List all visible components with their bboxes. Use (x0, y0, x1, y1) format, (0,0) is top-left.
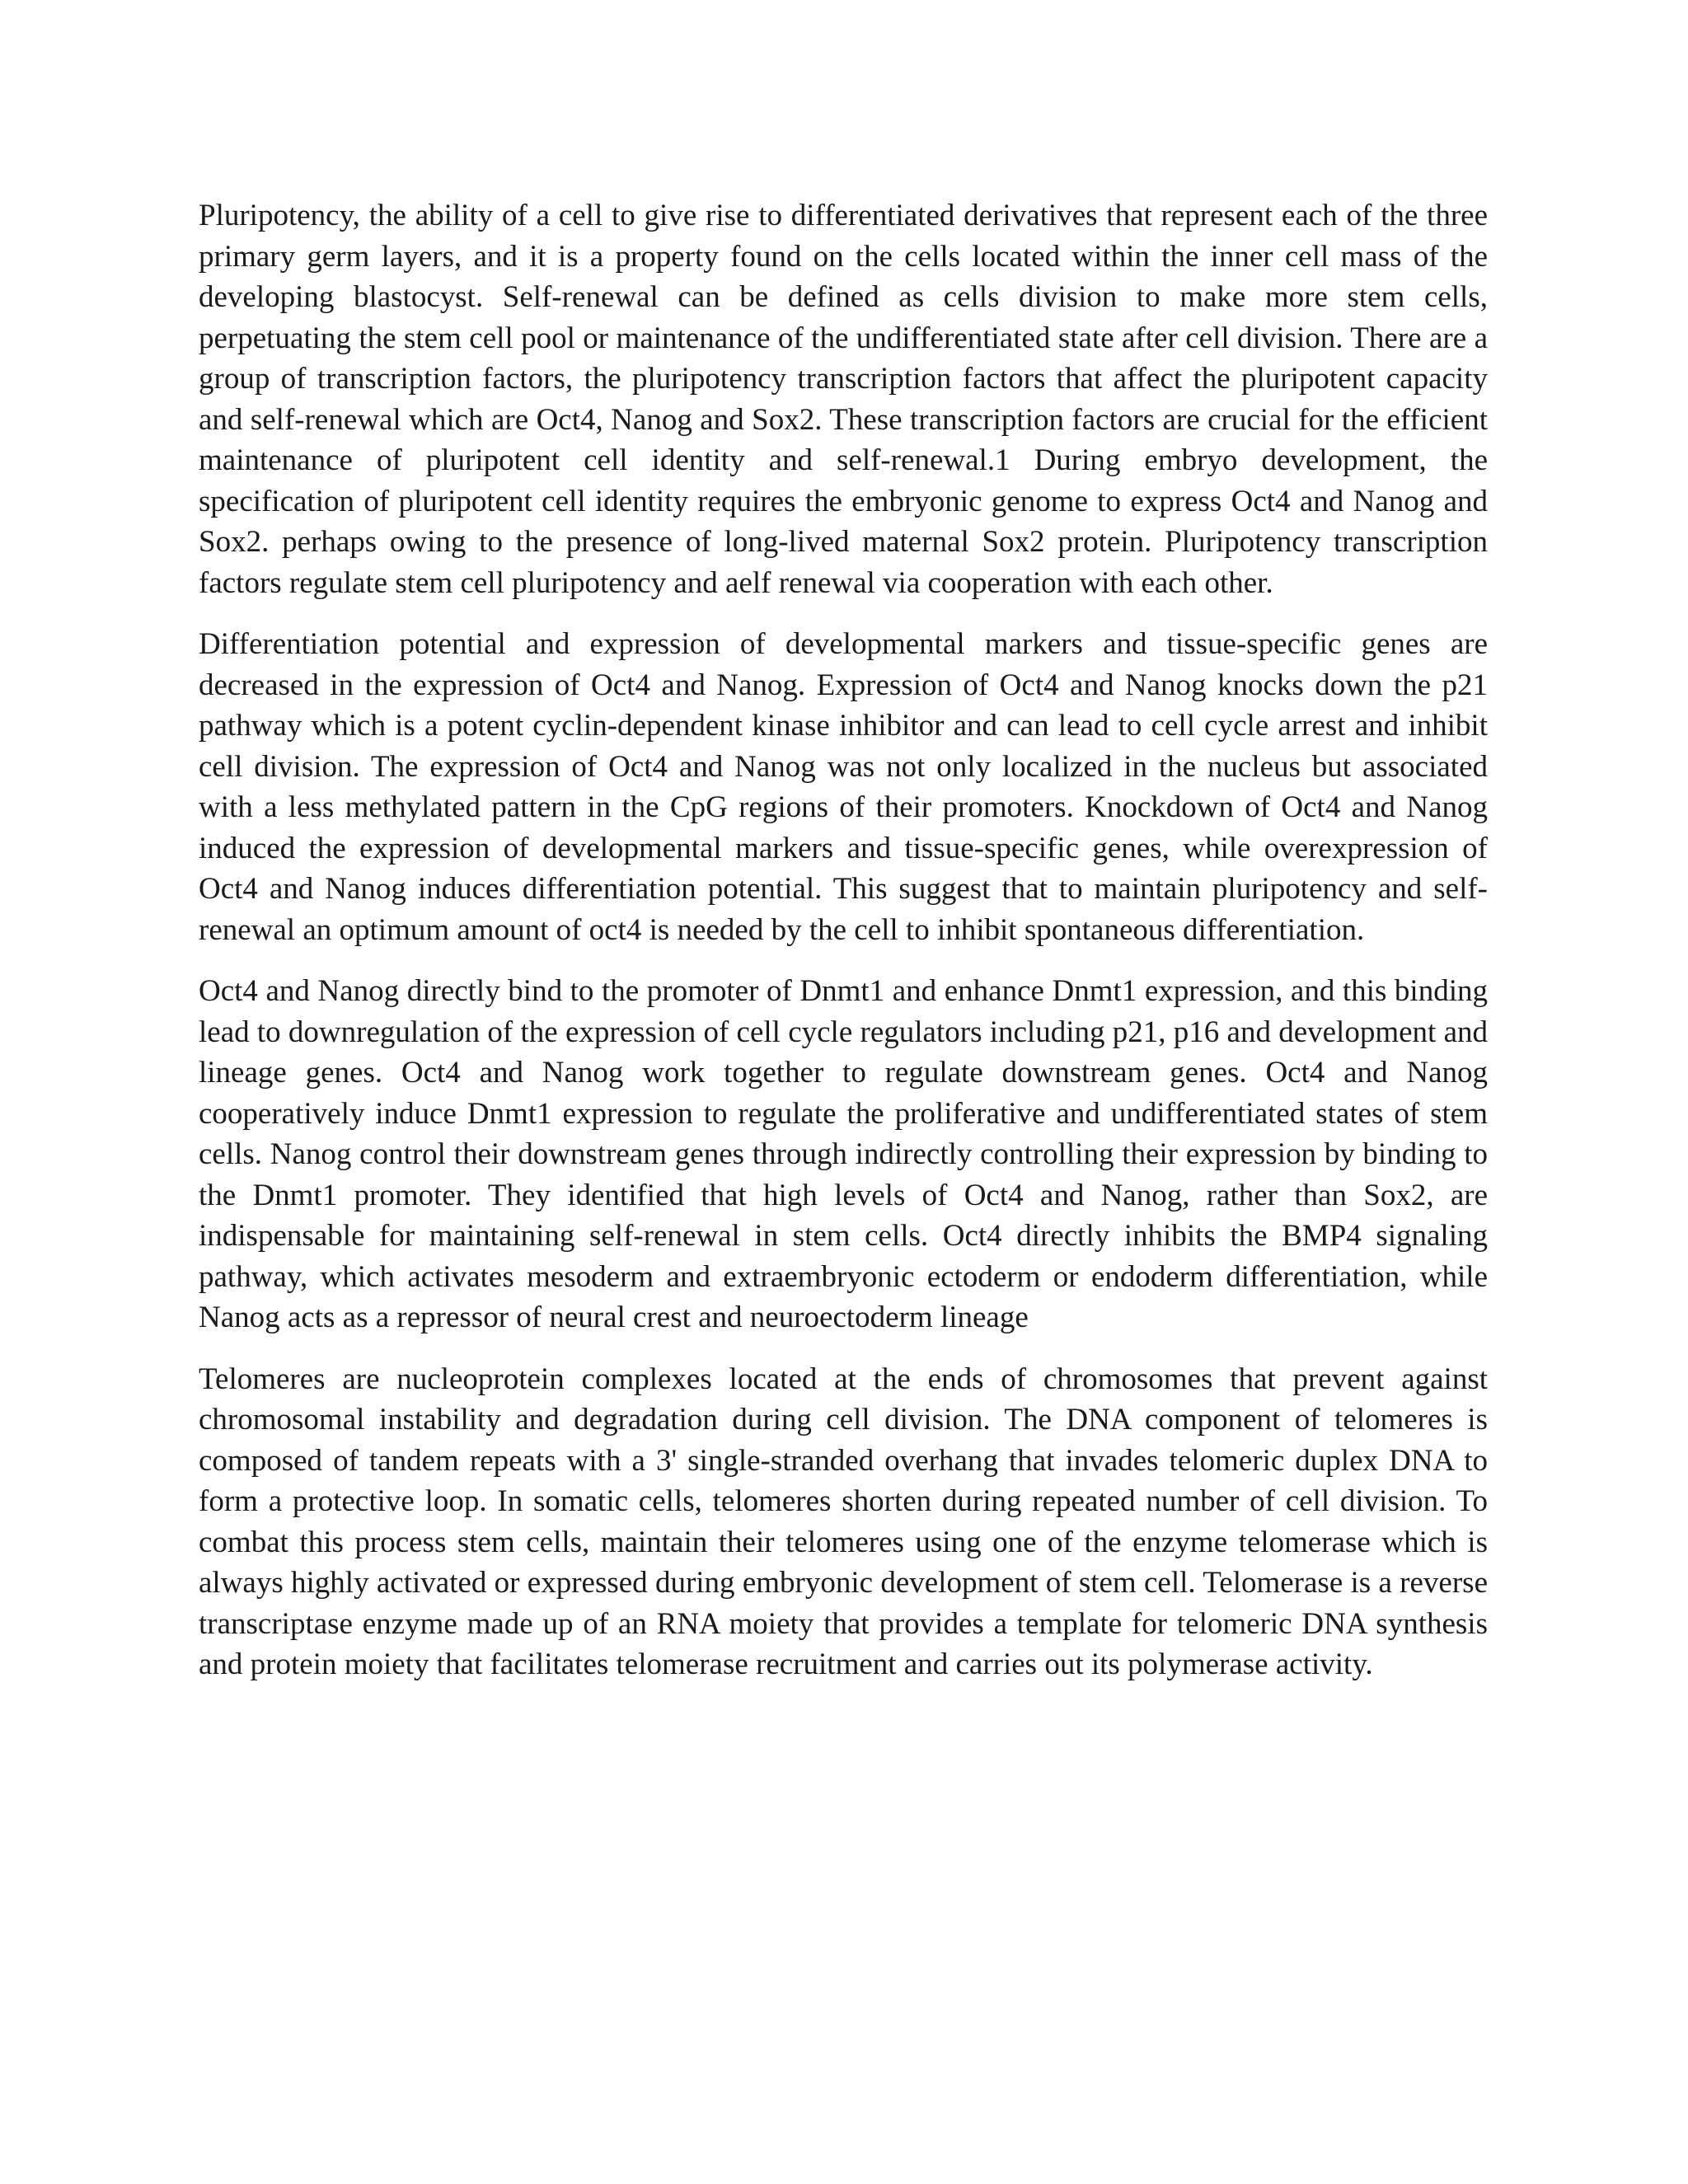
document-body (199, 195, 1488, 1706)
paragraph-telomeres: Telomeres are nucleoprotein complexes located at the ends of chromosomes that prevent against chromosomal instability and degradation during cell division. The DNA component of telomeres is composed of tandem repeats with a 3' single-stranded overhang that invades telomeric duplex DNA to form a protective loop. In somatic cells, telomeres shorten during repeated number of cell division. To combat this process stem cells, maintain their telomeres using one of the enzyme telomerase which is always highly activated or expressed during embryonic development of stem cell. Telomerase is a reverse transcriptase enzyme made up of an RNA moiety that provides a template for telomeric DNA synthesis and protein moiety that facilitates telomerase recruitment and carries out its polymerase activity. (199, 1361, 1488, 1681)
paragraph-pluripotency: Pluripotency, the ability of a cell to give rise to differentiated derivatives that represent each of the three primary germ layers, and it is a property found on the cells located within the inner cell mass of the developing blastocyst. Self-renewal can be defined as cells division to make more stem cells, perpetuating the stem cell pool or maintenance of the undifferentiated state after cell division. There are a group of transcription factors, the pluripotency transcription factors that affect the pluripotent capacity and self-renewal which are Oct4, Nanog and Sox2. These transcription factors are crucial for the efficient maintenance of pluripotent cell identity and self-renewal.1 During embryo development, the specification of pluripotent cell identity requires the embryonic genome to express Oct4 and Nanog and Sox2. perhaps owing to the presence of long-lived maternal Sox2 protein. Pluripotency transcription factors regulate stem cell pluripotency and aelf renewal via cooperation with each other. (199, 199, 1488, 600)
paragraph-differentiation: Differentiation potential and expression of developmental markers and tissue-specific genes are decreased in the expression of Oct4 and Nanog. Expression of Oct4 and Nanog knocks down the p21 pathway which is a potent cyclin-dependent kinase inhibitor and can lead to cell cycle arrest and inhibit cell division. The expression of Oct4 and Nanog was not only localized in the nucleus but associated with a less methylated pattern in the CpG regions of their promoters. Knockdown of Oct4 and Nanog induced the expression of developmental markers and tissue-specific genes, while overexpression of Oct4 and Nanog induces differentiation potential. This suggest that to maintain pluripotency and self-renewal an optimum amount of oct4 is needed by the cell to inhibit spontaneous differentiation. (199, 627, 1488, 947)
paragraph-oct4-nanog: Oct4 and Nanog directly bind to the promoter of Dnmt1 and enhance Dnmt1 expression, and this binding lead to downregulation of the expression of cell cycle regulators including p21, p16 and development and lineage genes. Oct4 and Nanog work together to regulate downstream genes. Oct4 and Nanog cooperatively induce Dnmt1 expression to regulate the proliferative and undifferentiated states of stem cells. Nanog control their downstream genes through indirectly controlling their expression by binding to the Dnmt1 promoter. They identified that high levels of Oct4 and Nanog, rather than Sox2, are indispensable for maintaining self-renewal in stem cells. Oct4 directly inhibits the BMP4 signaling pathway, which activates mesoderm and extraembryonic ectoderm or endoderm differentiation, while Nanog acts as a repressor of neural crest and neuroectoderm lineage (199, 974, 1488, 1334)
